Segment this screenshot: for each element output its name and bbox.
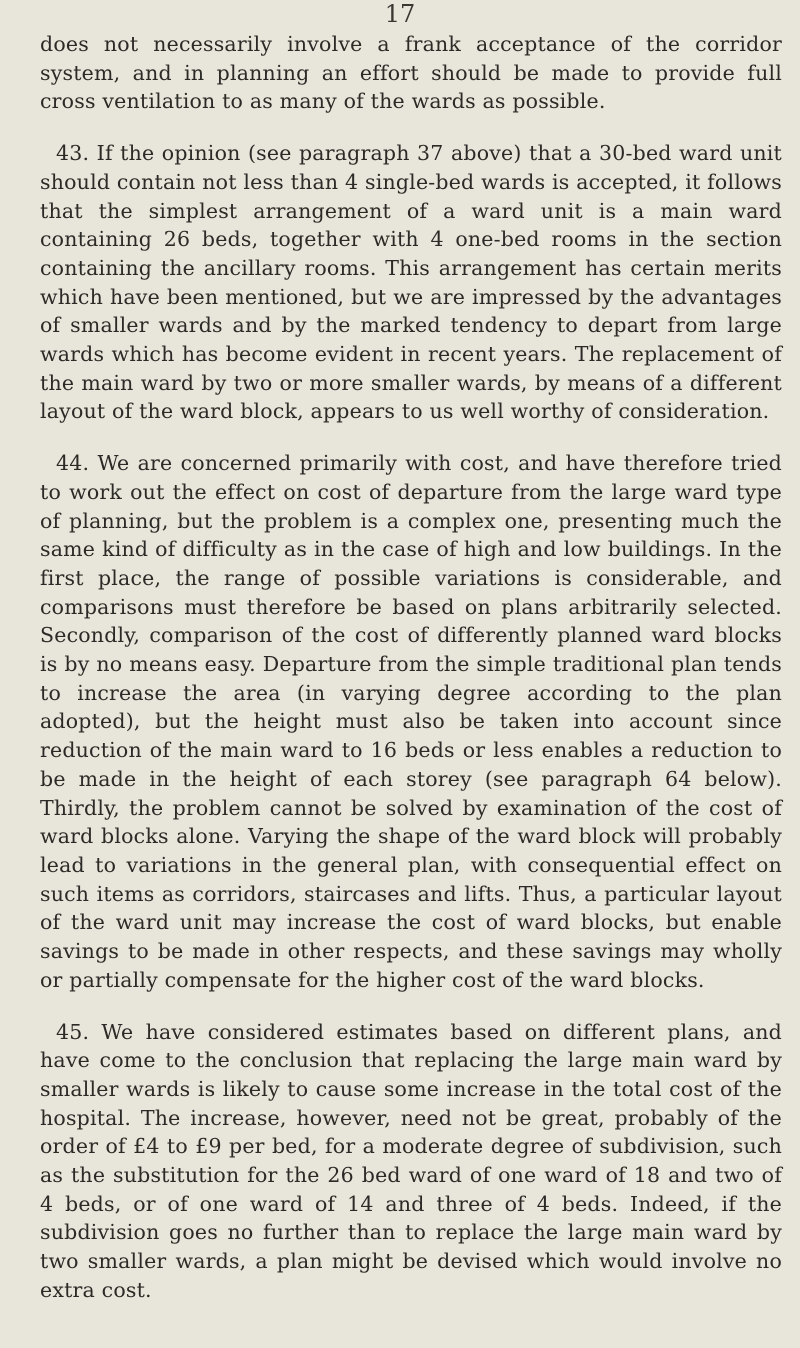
- paragraph-45: 45. We have considered estimates based on different plans, and have come to the conclusion that replacing the large main ward by smaller wards is likely to cause some increase in the total cost of the hospital. The increase, however, need not be great, probably of the order of £4 to £9 per bed, for a moderate degree of subdivision, such as the substitution for the 26 bed ward of one ward of 18 and two of 4 beds, or of one ward of 14 and three of 4 beds. Indeed, if the subdivision goes no further than to replace the large main ward by two smaller wards, a plan might be devised which would involve no extra cost.: [40, 1019, 782, 1302]
- body-text: [40, 30, 782, 1328]
- paragraph-44: 44. We are concerned primarily with cost, and have therefore tried to work out the effect on cost of departure from the large ward type of planning, but the problem is a complex one, presenting much the same kind of difficulty as in the case of high and low buildings. In the first place, the range of possible variations is considerable, and comparisons must therefore be based on plans arbitrarily selected. Secondly, comparison of the cost of differently planned ward blocks is by no means easy. Departure from the simple traditional plan tends to increase the area (in varying degree according to the plan adopted), but the height must also be taken into account since reduction of the main ward to 16 beds or less enables a reduction to be made in the height of each storey (see paragraph 64 below). Thirdly, the problem cannot be solved by examination of the cost of ward blocks alone. Varying the shape of the ward block will probably lead to variations in the general plan, with consequential effect on such items as corridors, staircases and lifts. Thus, a particular layout of the ward unit may increase the cost of ward blocks, but enable savings to be made in other respects, and these savings may wholly or partially compensate for the higher cost of the ward blocks.: [40, 451, 782, 992]
- paragraph-43: 43. If the opinion (see paragraph 37 above) that a 30-bed ward unit should contain not less than 4 single-bed wards is accepted, it follows that the simplest arrangement of a ward unit is a main ward containing 26 beds, together with 4 one-bed rooms in the section containing the ancillary rooms. This arrangement has certain merits which have been mentioned, but we are impressed by the advantages of smaller wards and by the marked tendency to depart from large wards which has become evident in recent years. The replacement of the main ward by two or more smaller wards, by means of a different layout of the ward block, appears to us well worthy of consideration.: [40, 141, 782, 424]
- page-number: 17: [384, 0, 416, 28]
- paragraph-continuation: does not necessarily involve a frank acceptance of the corridor system, and in planning an effort should be made to provide full cross ventilation to as many of the wards as possible.: [40, 32, 782, 114]
